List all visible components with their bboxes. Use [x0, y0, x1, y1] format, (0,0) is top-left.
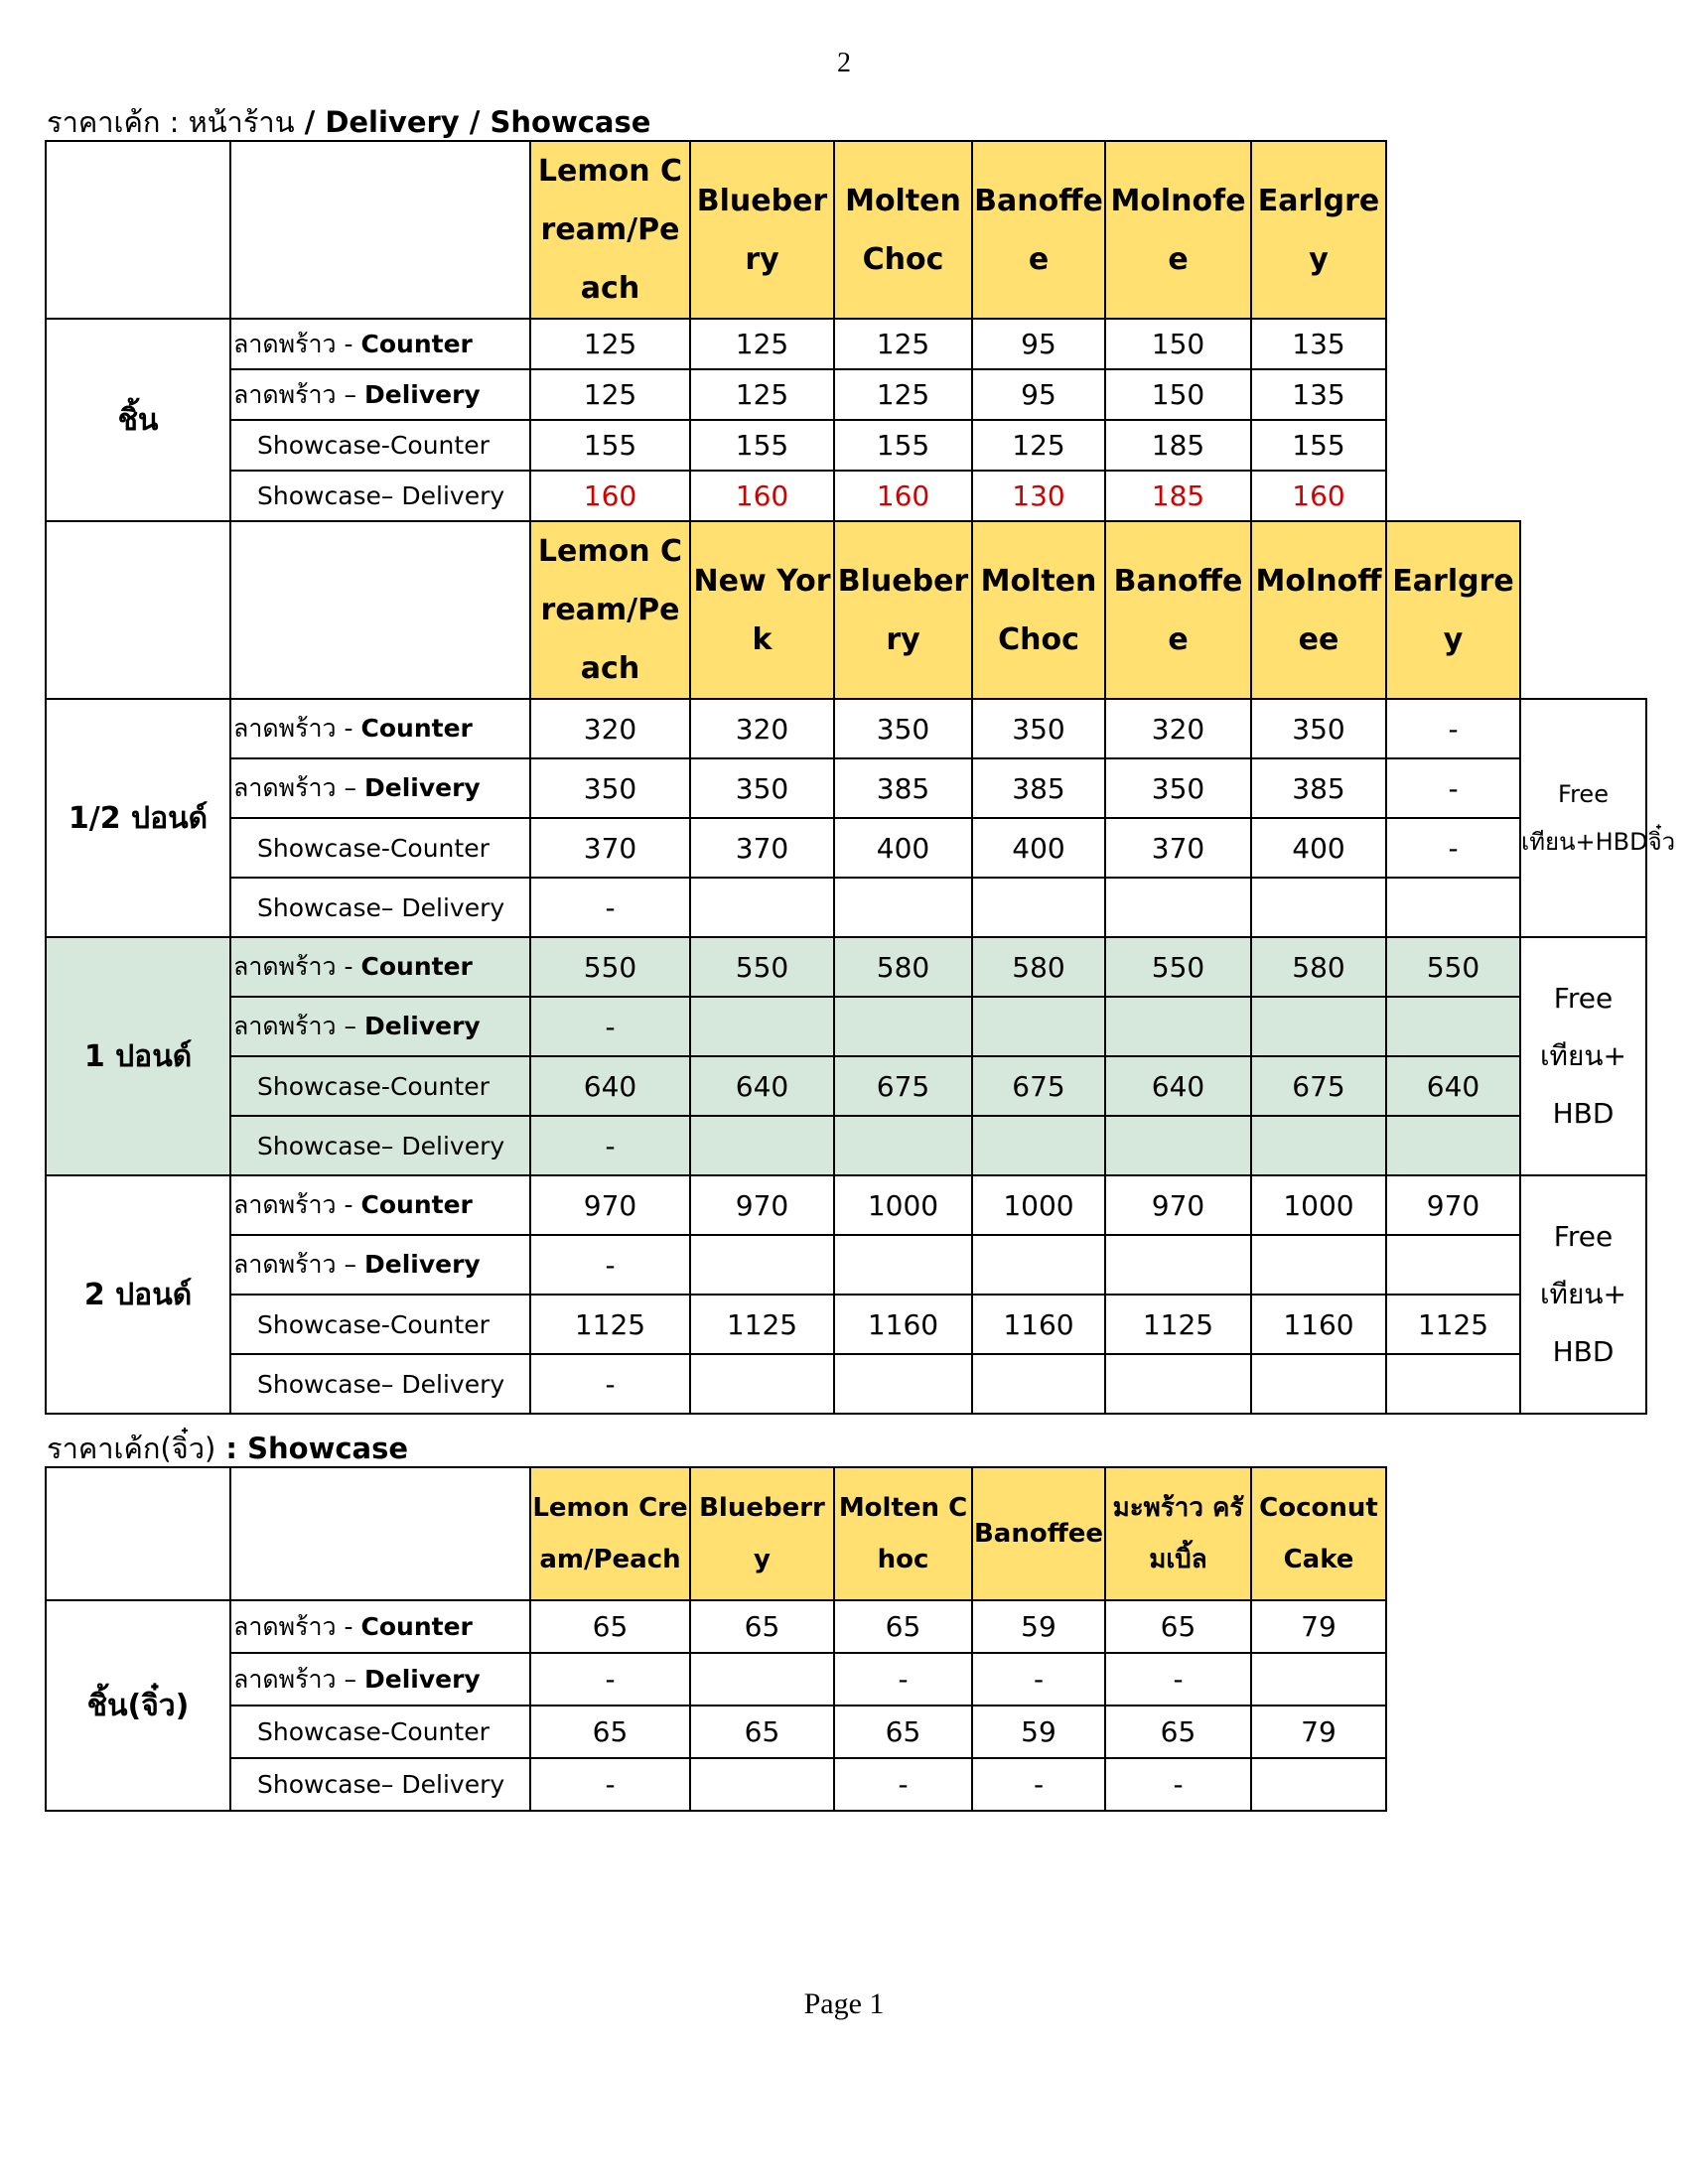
- price-cell: 385: [972, 758, 1105, 818]
- row-label: Showcase-Counter: [230, 1295, 530, 1354]
- row-label: Showcase– Delivery: [230, 1758, 530, 1811]
- price-cell: -: [834, 1653, 972, 1706]
- price-cell: 675: [972, 1056, 1105, 1116]
- row-label-thai: ลาดพร้าว –: [233, 379, 364, 409]
- blank-corner: [46, 521, 230, 699]
- size-group-label: 1/2 ปอนด์: [46, 699, 230, 937]
- price-cell: 640: [1105, 1056, 1251, 1116]
- row-label: [230, 1175, 530, 1235]
- price-cell: 320: [690, 699, 834, 758]
- empty-cell: [1386, 471, 1520, 521]
- section-title-thai: ราคาเค้ก : หน้าร้าน: [47, 105, 295, 139]
- price-row: [46, 997, 1646, 1056]
- price-cell: 640: [530, 1056, 690, 1116]
- flavor-header: Lemon Cream/Peach: [530, 141, 690, 319]
- price-cell: [1251, 1653, 1386, 1706]
- row-label: Showcase– Delivery: [230, 878, 530, 937]
- price-cell: 350: [1105, 758, 1251, 818]
- price-cell: -: [972, 1758, 1105, 1811]
- price-cell: 320: [530, 699, 690, 758]
- page-footer: Page 1: [803, 1987, 885, 2020]
- price-row: [46, 1653, 1386, 1706]
- price-cell: 580: [972, 937, 1105, 997]
- price-cell: [1251, 997, 1386, 1056]
- price-cell: [1251, 1116, 1386, 1175]
- price-cell: 1000: [1251, 1175, 1386, 1235]
- price-cell: 155: [834, 420, 972, 471]
- price-cell: 160: [690, 471, 834, 521]
- price-cell: 350: [690, 758, 834, 818]
- price-cell: 550: [690, 937, 834, 997]
- price-cell: 65: [834, 1706, 972, 1758]
- price-cell: 1125: [690, 1295, 834, 1354]
- mini-section-title-thai: ราคาเค้ก(จิ๋ว): [47, 1432, 216, 1465]
- price-cell: -: [530, 1354, 690, 1414]
- price-cell: 95: [972, 319, 1105, 369]
- empty-cell: [1520, 521, 1646, 699]
- flavor-header: New York: [690, 521, 834, 699]
- price-cell: [1386, 997, 1520, 1056]
- price-cell: 1000: [972, 1175, 1105, 1235]
- price-cell: [972, 1354, 1105, 1414]
- mini-section-title: [47, 1426, 408, 1471]
- price-cell: [972, 1116, 1105, 1175]
- price-cell: 155: [530, 420, 690, 471]
- price-cell: [1105, 1354, 1251, 1414]
- row-label: [230, 699, 530, 758]
- row-label-channel: Delivery: [363, 1250, 481, 1279]
- flavor-header: Molten Choc: [834, 1467, 972, 1600]
- price-cell: 65: [690, 1600, 834, 1653]
- price-cell: 400: [1251, 818, 1386, 878]
- row-label-channel: Delivery: [363, 1012, 481, 1040]
- price-cell: 1160: [834, 1295, 972, 1354]
- row-label-thai: ลาดพร้าว –: [233, 1012, 364, 1040]
- price-cell: 370: [1105, 818, 1251, 878]
- row-label: [230, 758, 530, 818]
- row-label: [230, 937, 530, 997]
- price-cell: 580: [1251, 937, 1386, 997]
- row-label-thai: ลาดพร้าว -: [233, 1611, 361, 1641]
- flavor-header: Molnofee: [1105, 141, 1251, 319]
- row-label: [230, 319, 530, 369]
- price-cell: -: [530, 1653, 690, 1706]
- price-cell: 320: [1105, 699, 1251, 758]
- price-cell: 59: [972, 1706, 1105, 1758]
- price-cell: [1386, 1235, 1520, 1295]
- price-cell: 385: [834, 758, 972, 818]
- flavor-header: Lemon Cream/Peach: [530, 521, 690, 699]
- blank-corner: [230, 141, 530, 319]
- flavor-header: Coconut Cake: [1251, 1467, 1386, 1600]
- empty-cell: [1520, 471, 1646, 521]
- row-label-thai: ลาดพร้าว –: [233, 1250, 364, 1279]
- size-group-label: ชิ้น(จิ๋ว): [46, 1600, 230, 1811]
- price-cell: -: [1105, 1758, 1251, 1811]
- price-cell: [972, 1235, 1105, 1295]
- row-label: Showcase– Delivery: [230, 471, 530, 521]
- price-cell: 385: [1251, 758, 1386, 818]
- price-cell: 65: [530, 1600, 690, 1653]
- size-group-label: ชิ้น: [46, 319, 230, 521]
- row-label: Showcase-Counter: [230, 1706, 530, 1758]
- price-cell: [972, 878, 1105, 937]
- price-cell: 160: [834, 471, 972, 521]
- price-cell: 970: [1386, 1175, 1520, 1235]
- price-cell: 65: [1105, 1600, 1251, 1653]
- price-row: [46, 937, 1646, 997]
- price-cell: -: [530, 1116, 690, 1175]
- row-label: Showcase– Delivery: [230, 1354, 530, 1414]
- price-cell: 125: [690, 369, 834, 420]
- flavor-header: Earlgrey: [1386, 521, 1520, 699]
- price-cell: 350: [530, 758, 690, 818]
- price-cell: [834, 878, 972, 937]
- price-cell: 640: [690, 1056, 834, 1116]
- price-cell: 1000: [834, 1175, 972, 1235]
- price-cell: [1105, 997, 1251, 1056]
- price-cell: [1386, 1354, 1520, 1414]
- price-cell: 675: [1251, 1056, 1386, 1116]
- empty-cell: [1520, 369, 1646, 420]
- row-label: [230, 1235, 530, 1295]
- price-cell: 59: [972, 1600, 1105, 1653]
- price-cell: 550: [1105, 937, 1251, 997]
- free-candle-note: Free เทียน+ HBD: [1520, 1175, 1646, 1414]
- row-label-thai: ลาดพร้าว -: [233, 329, 361, 358]
- price-row: [46, 420, 1646, 471]
- empty-cell: [1520, 319, 1646, 369]
- flavor-header: Banoffee: [1105, 521, 1251, 699]
- page-number: 2: [837, 48, 851, 78]
- price-cell: 79: [1251, 1706, 1386, 1758]
- flavor-header: Blueberry: [834, 521, 972, 699]
- free-candle-note: Free เทียน+ HBD: [1520, 937, 1646, 1175]
- price-cell: [1251, 1354, 1386, 1414]
- row-label: Showcase– Delivery: [230, 1116, 530, 1175]
- price-cell: [1386, 878, 1520, 937]
- price-cell: 150: [1105, 319, 1251, 369]
- row-label-thai: ลาดพร้าว -: [233, 1190, 361, 1219]
- row-label: Showcase-Counter: [230, 420, 530, 471]
- header-row: [46, 141, 1646, 319]
- flavor-header: Lemon Cream/Peach: [530, 1467, 690, 1600]
- price-cell: 125: [530, 369, 690, 420]
- price-cell: [1251, 1235, 1386, 1295]
- price-cell: 125: [834, 319, 972, 369]
- flavor-header: Earlgrey: [1251, 141, 1386, 319]
- price-cell: 125: [530, 319, 690, 369]
- price-cell: 1160: [972, 1295, 1105, 1354]
- empty-cell: [1520, 141, 1646, 319]
- price-cell: [690, 1354, 834, 1414]
- price-cell: -: [1386, 699, 1520, 758]
- price-cell: [1251, 878, 1386, 937]
- row-label-channel: Counter: [360, 1190, 473, 1219]
- price-cell: 350: [972, 699, 1105, 758]
- price-row: [46, 1116, 1646, 1175]
- price-cell: 350: [834, 699, 972, 758]
- row-label-channel: Counter: [360, 714, 473, 743]
- row-label-channel: Counter: [360, 1611, 473, 1641]
- section-title-rest: / Delivery / Showcase: [294, 105, 651, 139]
- price-cell: 350: [1251, 699, 1386, 758]
- price-cell: 155: [1251, 420, 1386, 471]
- price-cell: 185: [1105, 471, 1251, 521]
- price-row: [46, 471, 1646, 521]
- row-label: [230, 369, 530, 420]
- header-row: [46, 521, 1646, 699]
- flavor-header: Blueberry: [690, 1467, 834, 1600]
- price-row: [46, 1056, 1646, 1116]
- price-cell: [690, 1235, 834, 1295]
- blank-corner: [230, 521, 530, 699]
- price-cell: -: [530, 997, 690, 1056]
- empty-cell: [1386, 319, 1520, 369]
- price-cell: 185: [1105, 420, 1251, 471]
- size-group-label: 1 ปอนด์: [46, 937, 230, 1175]
- price-cell: -: [530, 1758, 690, 1811]
- price-cell: [834, 1116, 972, 1175]
- price-cell: [690, 878, 834, 937]
- size-group-label: 2 ปอนด์: [46, 1175, 230, 1414]
- price-cell: -: [834, 1758, 972, 1811]
- price-cell: 125: [690, 319, 834, 369]
- price-cell: [1105, 1116, 1251, 1175]
- price-cell: 135: [1251, 369, 1386, 420]
- price-cell: 400: [972, 818, 1105, 878]
- price-cell: 400: [834, 818, 972, 878]
- mini-section-title-rest: : Showcase: [215, 1432, 409, 1465]
- row-label: Showcase-Counter: [230, 818, 530, 878]
- price-cell: 155: [690, 420, 834, 471]
- row-label-channel: Counter: [360, 329, 473, 358]
- price-cell: 65: [834, 1600, 972, 1653]
- price-cell: [690, 1758, 834, 1811]
- row-label: [230, 1653, 530, 1706]
- flavor-header: Molten Choc: [834, 141, 972, 319]
- price-cell: 65: [530, 1706, 690, 1758]
- price-cell: 130: [972, 471, 1105, 521]
- price-row: [46, 758, 1646, 818]
- row-label-thai: ลาดพร้าว -: [233, 952, 361, 981]
- row-label-channel: Delivery: [363, 1664, 481, 1694]
- flavor-header: มะพร้าว ครัมเบิ้ล: [1105, 1467, 1251, 1600]
- price-cell: 160: [530, 471, 690, 521]
- price-cell: 79: [1251, 1600, 1386, 1653]
- price-cell: 970: [530, 1175, 690, 1235]
- price-row: [46, 1706, 1386, 1758]
- price-cell: 65: [690, 1706, 834, 1758]
- price-cell: [1105, 1235, 1251, 1295]
- blank-corner: [46, 1467, 230, 1600]
- price-cell: -: [530, 878, 690, 937]
- price-cell: 1125: [530, 1295, 690, 1354]
- price-cell: [1386, 1116, 1520, 1175]
- row-label: [230, 997, 530, 1056]
- price-cell: 65: [1105, 1706, 1251, 1758]
- flavor-header: Banoffee: [972, 1467, 1105, 1600]
- price-cell: 970: [1105, 1175, 1251, 1235]
- price-row: [46, 319, 1646, 369]
- price-cell: [1251, 1758, 1386, 1811]
- price-cell: 125: [834, 369, 972, 420]
- row-label: Showcase-Counter: [230, 1056, 530, 1116]
- price-cell: 550: [1386, 937, 1520, 997]
- price-cell: 95: [972, 369, 1105, 420]
- price-cell: 135: [1251, 319, 1386, 369]
- price-cell: 1125: [1386, 1295, 1520, 1354]
- blank-corner: [230, 1467, 530, 1600]
- blank-corner: [46, 141, 230, 319]
- price-cell: [1105, 878, 1251, 937]
- price-cell: [834, 1235, 972, 1295]
- price-cell: -: [972, 1653, 1105, 1706]
- price-cell: 675: [834, 1056, 972, 1116]
- flavor-header: Blueberry: [690, 141, 834, 319]
- section-title: [47, 99, 650, 145]
- price-cell: 1125: [1105, 1295, 1251, 1354]
- price-cell: -: [1386, 758, 1520, 818]
- price-cell: 1160: [1251, 1295, 1386, 1354]
- price-row: [46, 1354, 1646, 1414]
- price-cell: 640: [1386, 1056, 1520, 1116]
- row-label-channel: Delivery: [363, 379, 481, 409]
- price-cell: [834, 1354, 972, 1414]
- price-cell: 150: [1105, 369, 1251, 420]
- empty-cell: [1386, 420, 1520, 471]
- price-cell: 580: [834, 937, 972, 997]
- price-cell: 970: [690, 1175, 834, 1235]
- row-label-thai: ลาดพร้าว -: [233, 714, 361, 743]
- row-label-channel: Delivery: [363, 773, 481, 802]
- empty-cell: [1386, 141, 1520, 319]
- flavor-header: Banoffee: [972, 141, 1105, 319]
- price-cell: -: [530, 1235, 690, 1295]
- price-row: [46, 1295, 1646, 1354]
- price-row: [46, 878, 1646, 937]
- price-row: [46, 1175, 1646, 1235]
- row-label-thai: ลาดพร้าว –: [233, 773, 364, 802]
- price-cell: 160: [1251, 471, 1386, 521]
- price-cell: 550: [530, 937, 690, 997]
- price-cell: 125: [972, 420, 1105, 471]
- price-row: [46, 369, 1646, 420]
- price-cell: [834, 997, 972, 1056]
- price-cell: 370: [690, 818, 834, 878]
- flavor-header: Molten Choc: [972, 521, 1105, 699]
- price-cell: 370: [530, 818, 690, 878]
- header-row: [46, 1467, 1386, 1600]
- price-row: [46, 1600, 1386, 1653]
- empty-cell: [1386, 369, 1520, 420]
- free-candle-note: Free เทียน+HBDจิ๋ว: [1520, 699, 1646, 937]
- price-row: [46, 818, 1646, 878]
- price-row: [46, 1758, 1386, 1811]
- mini-cake-price-table: [45, 1466, 1387, 1812]
- row-label-channel: Counter: [360, 952, 473, 981]
- price-cell: [690, 1116, 834, 1175]
- price-cell: [690, 997, 834, 1056]
- price-cell: -: [1105, 1653, 1251, 1706]
- row-label-thai: ลาดพร้าว –: [233, 1664, 364, 1694]
- price-row: [46, 1235, 1646, 1295]
- cake-price-table: [45, 140, 1676, 1415]
- flavor-header: Molnoffee: [1251, 521, 1386, 699]
- empty-cell: [1520, 420, 1646, 471]
- price-cell: -: [1386, 818, 1520, 878]
- price-row: [46, 699, 1646, 758]
- row-label: [230, 1600, 530, 1653]
- price-cell: [690, 1653, 834, 1706]
- price-cell: [972, 997, 1105, 1056]
